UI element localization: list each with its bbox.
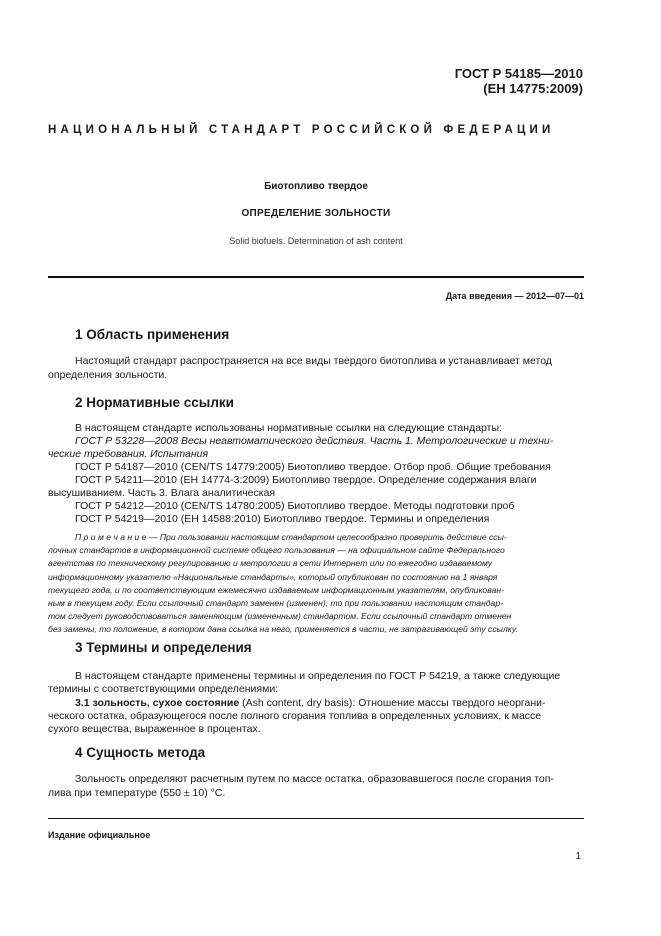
note-line: агентства по техническому регулированию и метрологии в сети Интернет или по ежегодно издаваемому bbox=[48, 558, 493, 569]
section2-heading: 2 Нормативные ссылки bbox=[75, 395, 234, 410]
section1-heading: 1 Область применения bbox=[75, 327, 230, 342]
reference-3-line2: высушиванием. Часть 3. Влага аналитическая bbox=[48, 487, 276, 499]
section1-line1: Настоящий стандарт распространяется на все виды твердого биотоплива и устанавливает метод bbox=[75, 355, 552, 367]
title-main: Биотопливо твердое bbox=[264, 181, 368, 192]
document-number: ГОСТ Р 54185—2010 bbox=[454, 66, 583, 81]
reference-2: ГОСТ Р 54187—2010 (CEN/TS 14779:2005) Биотопливо твердое. Отбор проб. Общие требования bbox=[75, 461, 551, 473]
divider-top bbox=[48, 276, 584, 278]
section3-heading: 3 Термины и определения bbox=[75, 640, 252, 655]
title-sub: ОПРЕДЕЛЕНИЕ ЗОЛЬНОСТИ bbox=[241, 208, 391, 219]
section3-line2: термины с соответствующими определениями: bbox=[48, 683, 279, 695]
note-line: П р и м е ч а н и е — При пользовании настоящим стандартом целесообразно проверить действие ссы- bbox=[75, 532, 507, 542]
term-name: зольность, сухое состояние bbox=[92, 697, 240, 709]
reference-4: ГОСТ Р 54212—2010 (CEN/TS 14780:2005) Биотопливо твердое. Методы подготовки проб bbox=[75, 500, 515, 512]
national-standard-banner: НАЦИОНАЛЬНЫЙ СТАНДАРТ РОССИЙСКОЙ ФЕДЕРАЦИИ bbox=[48, 124, 555, 136]
section4-line1: Зольность определяют расчетным путем по массе остатка, образовавшегося после сгорания топ- bbox=[75, 773, 554, 785]
section3-line1: В настоящем стандарте применены термины и определения по ГОСТ Р 54219, а также следующие bbox=[75, 670, 561, 682]
section4-line2: лива при температуре (550 ± 10) °C. bbox=[48, 787, 226, 799]
reference-5: ГОСТ Р 54219—2010 (ЕН 14588:2010) Биотопливо твердое. Термины и определения bbox=[75, 513, 490, 525]
section2-intro: В настоящем стандарте использованы нормативные ссылки на следующие стандарты: bbox=[75, 422, 502, 434]
reference-1-line2: ческие требования. Испытания bbox=[48, 448, 209, 460]
term-3-1-line2: ческого остатка, образующегося после полного сгорания топлива в определенных условиях, к массе bbox=[48, 710, 542, 722]
term-3-1-line3: сухого вещества, выраженное в процентах. bbox=[48, 723, 261, 735]
divider-footer bbox=[48, 818, 584, 819]
introduction-date: Дата введения — 2012—07—01 bbox=[445, 291, 584, 301]
section1-line2: определения зольности. bbox=[48, 369, 168, 381]
note-line: информационному указателю «Национальные стандарты», который опубликован по состоянию на 1 января bbox=[48, 571, 498, 582]
reference-3-line1: ГОСТ Р 54211—2010 (ЕН 14774-3:2009) Биотопливо твердое. Определение содержания влаги bbox=[75, 474, 537, 486]
official-edition-label: Издание официальное bbox=[48, 830, 151, 840]
note-line: текущего года, и по соответствующим ежемесячно издаваемым информационным указателям, опубликован- bbox=[48, 584, 504, 595]
note-line: том следует руководствоваться заменяющим (измененным) стандартом. Если ссылочный стандарт отменен bbox=[48, 611, 512, 622]
section4-heading: 4 Сущность метода bbox=[75, 745, 206, 760]
note-block bbox=[48, 531, 581, 637]
reference-1-line1: ГОСТ Р 53228—2008 Весы неавтоматического действия. Часть 1. Метрологические и техни- bbox=[75, 435, 554, 447]
term-definition-start: (Ash content, dry basis): Отношение массы твердого неоргани- bbox=[239, 697, 546, 709]
page-number: 1 bbox=[575, 851, 581, 862]
term-number: 3.1 bbox=[75, 697, 90, 709]
title-english: Solid biofuels. Determination of ash content bbox=[229, 236, 403, 246]
note-line: ным в текущем году. Если ссылочный стандарт заменен (изменен), то при пользовании настоящим стандар- bbox=[48, 598, 503, 609]
document-number-en: (ЕН 14775:2009) bbox=[483, 81, 583, 96]
term-3-1-line1 bbox=[75, 697, 581, 711]
document-number-block bbox=[455, 66, 583, 96]
note-line: лочных стандартов в информационной системе общего пользования — на официальном сайте Федерального bbox=[48, 545, 505, 556]
note-line: без замены, то положение, в котором дана ссылка на него, применяется в части, не затрагивающей эту ссылку. bbox=[48, 624, 518, 635]
